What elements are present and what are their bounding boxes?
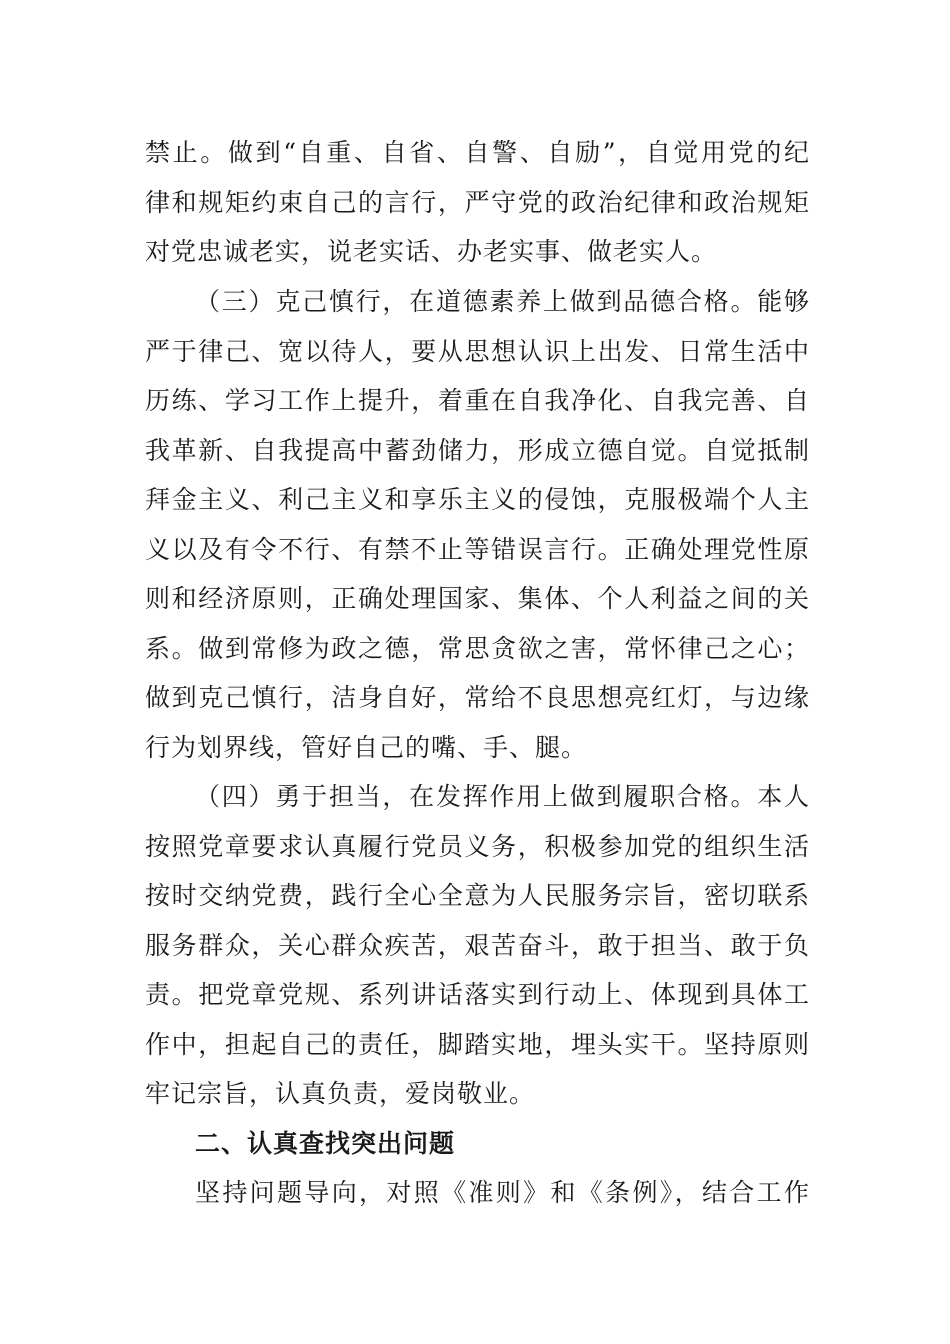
text-line: 系。做到常修为政之德，常思贪欲之害，常怀律己之心； [145,634,810,663]
text-line: 牢记宗旨，认真负责，爱岗敬业。 [145,1079,536,1108]
text-line: 对党忠诚老实，说老实话、办老实事、做老实人。 [145,237,718,266]
text-line: 我革新、自我提高中蓄劲储力，形成立德自觉。自觉抵制 [145,436,810,465]
text-line: 做到克己慎行，洁身自好，常给不良思想亮红灯，与边缘 [145,683,810,712]
text-line: 历练、学习工作上提升，着重在自我净化、自我完善、自 [145,386,810,415]
text-line: 行为划界线，管好自己的嘴、手、腿。 [145,733,588,762]
text-line: 拜金主义、利己主义和享乐主义的侵蚀，克服极端个人主 [145,485,810,514]
text-line: 作中，担起自己的责任，脚踏实地，埋头实干。坚持原则 [145,1030,810,1059]
section-title: 二、认真查找突出问题 [195,1129,456,1158]
text-line: 按照党章要求认真履行党员义务，积极参加党的组织生活 [145,832,810,861]
text-line: 律和规矩约束自己的言行，严守党的政治纪律和政治规矩 [145,188,810,217]
text-line: 义以及有令不行、有禁不止等错误言行。正确处理党性原 [145,535,810,564]
text-line: 坚持问题导向，对照《准则》和《条例》，结合工作 [195,1178,810,1207]
text-line: 严于律己、宽以待人，要从思想认识上出发、日常生活中 [145,337,810,366]
text-line: 责。把党章党规、系列讲话落实到行动上、体现到具体工 [145,980,810,1009]
text-line: 则和经济原则，正确处理国家、集体、个人利益之间的关 [145,584,810,613]
text-line: 禁止。做到“自重、自省、自警、自励”，自觉用党的纪 [145,138,810,167]
section-heading-three: （三）克己慎行，在道德素养上做到品德合格。能够 [195,287,810,316]
text-line: 服务群众，关心群众疾苦，艰苦奋斗，敢于担当、敢于负 [145,931,810,960]
section-heading-four: （四）勇于担当，在发挥作用上做到履职合格。本人 [195,782,810,811]
text-line: 按时交纳党费，践行全心全意为人民服务宗旨，密切联系 [145,881,810,910]
